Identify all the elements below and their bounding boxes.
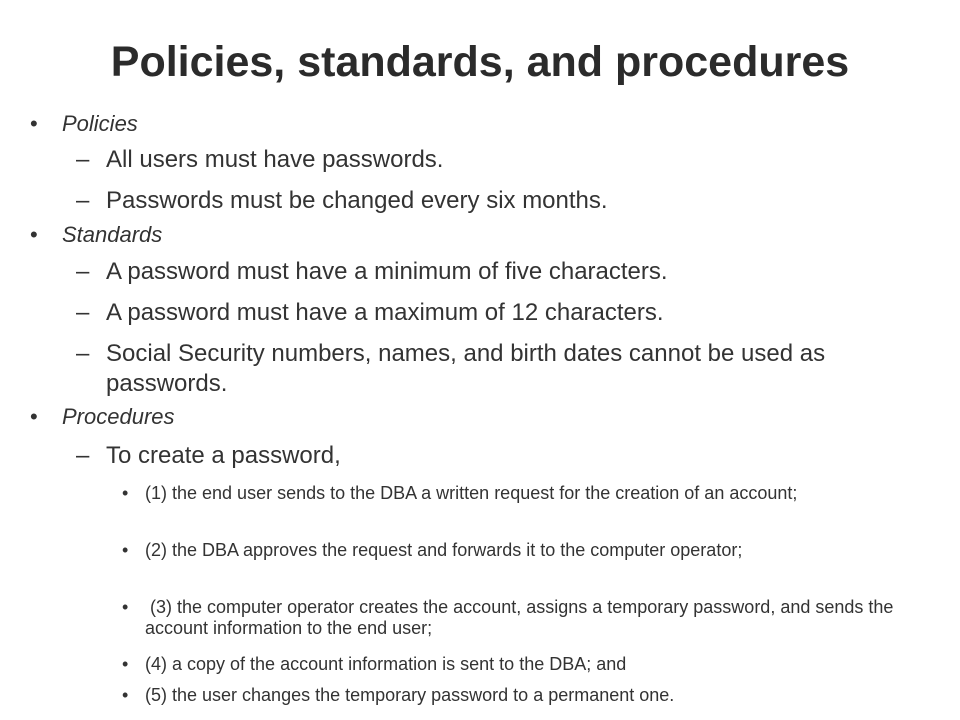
policy-item-1: All users must have passwords. [106,146,444,173]
bullet-marker: • [122,483,129,503]
dash-marker: – [76,258,90,285]
bullet-marker: • [122,540,129,560]
bullet-marker: • [30,404,38,429]
standard-item-1: A password must have a minimum of five characters. [106,258,668,285]
policy-item-2: Passwords must be changed every six months. [106,187,608,214]
procedure-step-1: (1) the end user sends to the DBA a written request for the creation of an account; [145,483,798,503]
dash-marker: – [76,146,90,173]
dash-marker: – [76,340,90,367]
procedure-step-3: (3) the computer operator creates the account, assigns a temporary password, and sends the account information to the end user; [145,597,899,638]
bullet-marker: • [122,597,129,617]
section-heading-standards: Standards [62,222,163,247]
slide-title: Policies, standards, and procedures [110,38,850,86]
procedure-step-2: (2) the DBA approves the request and forwards it to the computer operator; [145,540,743,560]
procedure-step-5: (5) the user changes the temporary password to a permanent one. [145,685,675,705]
standard-item-3: Social Security numbers, names, and birth dates cannot be used as passwords. [106,340,826,397]
bullet-marker: • [30,222,38,247]
procedure-step-4: (4) a copy of the account information is sent to the DBA; and [145,654,627,674]
bullet-marker: • [30,111,38,136]
dash-marker: – [76,299,90,326]
standard-item-2: A password must have a maximum of 12 characters. [106,299,664,326]
procedure-item-1: To create a password, [106,442,341,469]
bullet-marker: • [122,654,129,674]
dash-marker: – [76,187,90,214]
bullet-marker: • [122,685,129,705]
dash-marker: – [76,442,90,469]
section-heading-procedures: Procedures [62,404,175,429]
section-heading-policies: Policies [62,111,138,136]
